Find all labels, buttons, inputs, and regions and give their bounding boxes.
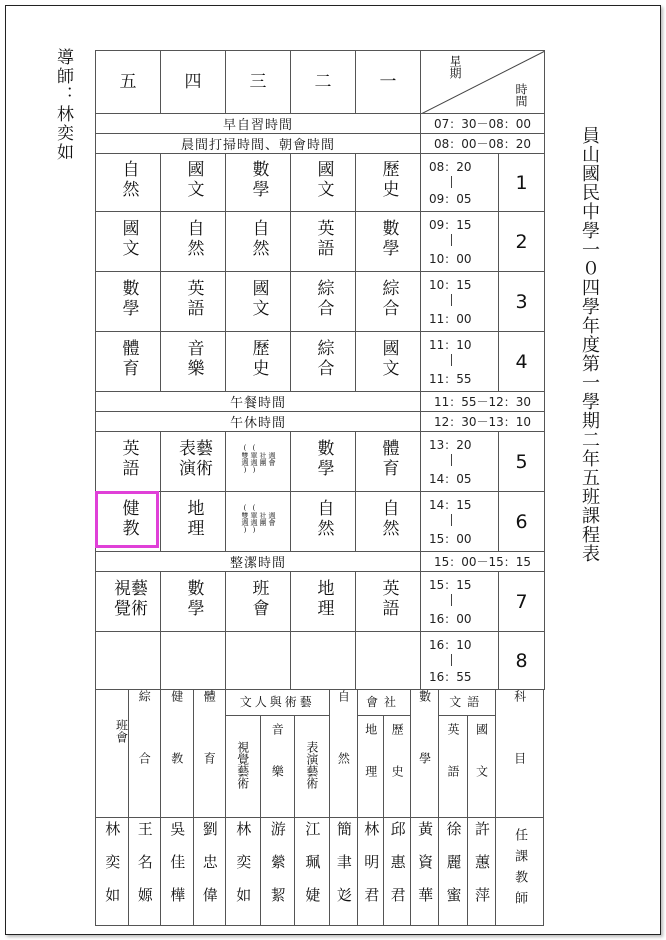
period-row-7 [96,572,545,632]
subj-pe: 體育 [193,690,226,818]
time-p6-dash [451,514,452,526]
cell-p3-tue: 綜合 [313,278,334,319]
teacher-geography: 林明君 [362,820,381,920]
time-p3-start: 10：15 [429,278,472,292]
teacher-chinese: 許蕙萍 [472,820,491,920]
cell-p2-tue: 英語 [313,218,334,259]
time-p2-dash [451,234,452,246]
teacher-english: 徐麗蜜 [444,820,463,920]
club-odd-week: (單週) [250,443,258,474]
cell-p8-wed [226,632,291,690]
day-fri: 五 [96,51,161,114]
subj-health: 健教 [161,690,194,818]
club-even-week-2: (雙週) [241,503,249,534]
cell-p1-mon: 歷史 [378,159,399,200]
teacher-pe: 劉忠偉 [200,820,219,920]
cell-p5-wed [226,432,291,492]
time-p4-dash [451,354,452,366]
cell-p8-fri [96,632,161,690]
period-row-2 [96,212,545,272]
teacher-science: 簡聿彣 [334,820,353,920]
time-p3-dash [451,294,452,306]
subj-performing-arts: 表演藝術 [295,715,330,817]
time-p7-dash [451,594,452,606]
cell-p4-fri: 體育 [118,338,139,379]
time-label: 時間 [514,83,528,107]
club-note-p5 [241,444,275,474]
teacher-visual-arts: 林奕如 [234,820,253,920]
period-num-5: 5 [499,432,545,492]
cell-p4-thu: 音樂 [183,338,204,379]
subj-label: 科目 [496,690,544,818]
time-p3 [421,272,499,332]
cell-p3-fri: 數學 [118,278,139,319]
period-row-6 [96,492,545,552]
time-p5 [421,432,499,492]
subj-geography: 地理 [358,715,384,817]
subj-visual-arts: 視覺藝術 [226,715,261,817]
subj-chinese: 國文 [467,715,495,817]
cell-p5-fri: 英語 [118,438,139,479]
highlight-box [95,491,159,548]
cell-p6-tue: 自然 [313,498,334,539]
cell-p8-mon [356,632,421,690]
time-p3-end: 11：00 [429,312,472,326]
club-note-p6 [241,504,275,534]
teacher-performing-arts: 江珮婕 [303,820,322,920]
nap-label: 午休時間 [96,412,421,432]
period-num-6: 6 [499,492,545,552]
cell-p4-wed: 歷史 [248,338,269,379]
time-p4 [421,332,499,392]
time-p7-end: 16：00 [429,612,472,626]
header-row [96,51,545,114]
cell-p2-wed: 自然 [248,218,269,259]
subj-math: 數學 [410,690,438,818]
lunch-time: 11：55－12：30 [421,392,545,412]
time-p6-end: 15：00 [429,532,472,546]
cell-p7-tue: 地理 [313,578,334,619]
time-p5-start: 13：20 [429,438,472,452]
morning-row [96,114,545,134]
tidy-label: 整潔時間 [96,552,421,572]
nap-time: 12：30－13：10 [421,412,545,432]
teacher-class-meeting: 林奕如 [103,820,122,920]
time-p8-end: 16：55 [429,670,472,684]
timetable [95,50,545,690]
cell-p6-wed [226,492,291,552]
teacher-music: 游縈絜 [268,820,287,920]
lunch-label: 午餐時間 [96,392,421,412]
day-mon: 一 [356,51,421,114]
subj-science: 自然 [329,690,357,818]
subject-teacher-table [95,689,544,926]
cell-p2-fri: 國文 [118,218,139,259]
cleaning-time: 08：00－08：20 [421,134,545,154]
time-p5-dash [451,454,452,466]
time-p1-dash [451,176,452,188]
cell-p8-thu [161,632,226,690]
period-row-8 [96,632,545,690]
time-p4-start: 11：10 [429,338,472,352]
subj-music: 音樂 [260,715,295,817]
club-even-week: (雙週) [241,443,249,474]
cell-p4-mon: 國文 [378,338,399,379]
time-p8 [421,632,499,690]
time-p5-end: 14：05 [429,472,472,486]
teacher-math: 黃資華 [416,820,435,920]
club-weekly-meeting: 週會 [268,451,276,466]
subj-social-group: 會社 [358,690,411,716]
cell-p1-wed: 數學 [248,159,269,200]
period-num-3: 3 [499,272,545,332]
time-p2 [421,212,499,272]
lunch-row [96,392,545,412]
cell-p2-thu: 自然 [183,218,204,259]
cleaning-row [96,134,545,154]
morning-time: 07：30－08：00 [421,114,545,134]
morning-label: 早自習時間 [96,114,421,134]
subj-language-group: 文語 [439,690,496,716]
time-p4-end: 11：55 [429,372,472,386]
cell-p2-mon: 數學 [378,218,399,259]
club-activity-2: 社團 [259,511,267,526]
weekday-label: 星期 [448,55,462,79]
cell-p1-fri: 自然 [118,159,139,200]
day-wed: 三 [226,51,291,114]
cell-p4-tue: 綜合 [313,338,334,379]
subj-class-meeting: 班會 [96,690,129,818]
period-row-4 [96,332,545,392]
time-p7-start: 15：15 [429,578,472,592]
period-num-4: 4 [499,332,545,392]
cell-p5-tue: 數學 [313,438,334,479]
time-p1 [421,154,499,212]
cell-p5-mon: 體育 [378,438,399,479]
period-num-1: 1 [499,154,545,212]
nap-row [96,412,545,432]
cell-p3-wed: 國文 [248,278,269,319]
period-row-3 [96,272,545,332]
teacher-health: 吳佳樺 [168,820,187,920]
period-row-1 [96,154,545,212]
subj-english: 英語 [439,715,467,817]
subj-integrated: 綜合 [128,690,161,818]
teacher-integrated: 王名嫄 [135,820,154,920]
time-p7 [421,572,499,632]
time-p2-end: 10：00 [429,252,472,266]
time-p8-dash [451,654,452,666]
subj-arts-group: 文人與術藝 [226,690,330,716]
cell-p6-mon: 自然 [378,498,399,539]
period-num-7: 7 [499,572,545,632]
cell-p6-thu: 地理 [183,498,204,539]
day-tue: 二 [291,51,356,114]
time-p2-start: 09：15 [429,218,472,232]
cell-p1-tue: 國文 [313,159,334,200]
cell-p5-thu: 藝術表演 [175,438,212,479]
cell-p7-fri: 藝術視覺 [110,578,147,619]
time-p6 [421,492,499,552]
time-p6-start: 14：15 [429,498,472,512]
period-num-2: 2 [499,212,545,272]
page-title: 員山國民中學一０四學年度第一學期二年五班課程表 [579,126,600,563]
cell-p3-thu: 英語 [183,278,204,319]
club-weekly-meeting-2: 週會 [268,511,276,526]
period-row-5 [96,432,545,492]
header-corner [421,51,545,114]
period-num-8: 8 [499,632,545,690]
cell-p7-wed: 班會 [248,578,269,619]
teacher-label: 任課教師 [512,828,528,912]
club-odd-week-2: (單週) [250,503,258,534]
cell-p3-mon: 綜合 [378,278,399,319]
tidy-row [96,552,545,572]
cell-p1-thu: 國文 [183,159,204,200]
time-p8-start: 16：10 [429,638,472,652]
homeroom-teacher: 導師：林奕如 [53,48,73,162]
time-p1-start: 08：20 [429,160,472,174]
cell-p8-tue [291,632,356,690]
teacher-history: 邱惠君 [388,820,407,920]
day-thu: 四 [161,51,226,114]
time-p1-end: 09：05 [429,192,472,206]
club-activity: 社團 [259,451,267,466]
cleaning-label: 晨間打掃時間、朝會時間 [96,134,421,154]
tidy-time: 15：00－15：15 [421,552,545,572]
cell-p7-mon: 英語 [378,578,399,619]
cell-p7-thu: 數學 [183,578,204,619]
cell-p6-fri: 健教 [118,498,139,539]
subj-history: 歷史 [384,715,410,817]
